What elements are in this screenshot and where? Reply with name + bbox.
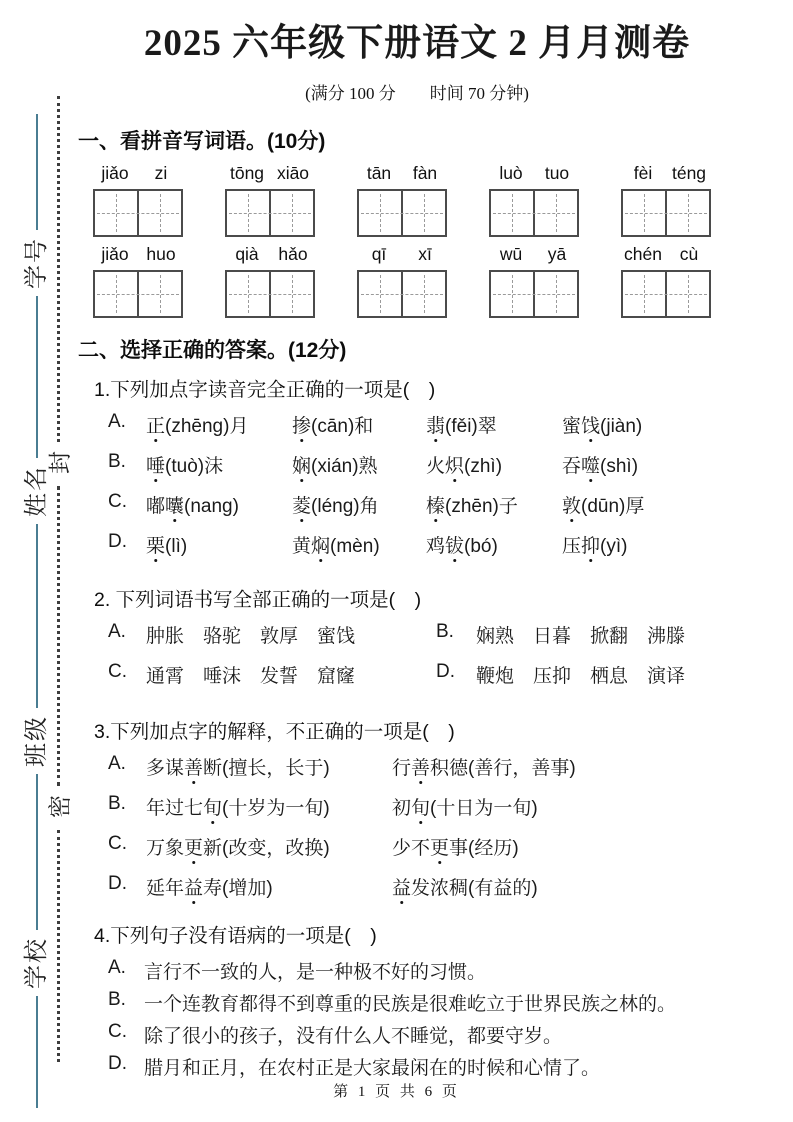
paper-content	[78, 0, 756, 1085]
plain-text: 吞	[562, 456, 582, 478]
writing-grid	[621, 270, 711, 318]
fill-in-line	[36, 524, 38, 708]
pinyin-syllable: luò	[499, 163, 523, 184]
pinyin-label	[224, 163, 316, 189]
grid-cell	[491, 272, 533, 316]
vocab-item	[562, 531, 756, 558]
seal-char-mi: 密	[47, 795, 73, 818]
option-row	[108, 989, 756, 1021]
plain-text: (dūn)厚	[581, 496, 645, 518]
grid-cell	[359, 191, 401, 235]
vocab-item	[292, 411, 426, 438]
idiom-gloss	[146, 873, 392, 913]
idiom-gloss	[392, 833, 756, 873]
plain-text: 行	[392, 758, 412, 780]
pinyin-word-group	[224, 163, 316, 237]
emphasized-char: 钹	[445, 531, 464, 558]
grid-cell	[95, 272, 137, 316]
plain-text: (十岁为一旬)	[222, 798, 330, 820]
writing-grid	[225, 189, 315, 237]
vocab-item	[426, 491, 562, 518]
vocab-item	[562, 491, 756, 518]
emphasized-char: 掺	[292, 411, 311, 438]
pinyin-label	[224, 244, 316, 270]
word-list: 肿胀 骆驼 敦厚 蜜饯	[146, 626, 356, 648]
question2-stem: 2. 下列词语书写全部正确的一项是( )	[94, 589, 422, 612]
grid-cell	[137, 272, 181, 316]
vocab-item	[426, 411, 562, 438]
option-label: C.	[108, 661, 127, 683]
option-label: C.	[108, 833, 127, 855]
plain-text: (lì)	[165, 536, 188, 558]
pinyin-word-group	[620, 163, 712, 237]
emphasized-char: 益	[184, 873, 203, 900]
name-label: 姓名	[24, 465, 50, 517]
vocab-item	[146, 491, 292, 518]
pinyin-syllable: fàn	[412, 163, 438, 184]
pinyin-word-group	[356, 244, 448, 318]
option-row	[108, 753, 756, 793]
plain-text: (zhēn)子	[445, 496, 518, 518]
plain-text: 多谋	[146, 758, 185, 780]
option-row	[108, 1021, 756, 1053]
seal-char-feng: 封	[47, 451, 73, 474]
idiom-gloss	[392, 753, 756, 793]
plain-text: 蜜	[562, 416, 582, 438]
plain-text: 万象	[146, 838, 185, 860]
emphasized-char: 更	[184, 833, 203, 860]
seal-dotted-line	[57, 96, 60, 442]
option-label: B.	[108, 793, 126, 815]
option-label: B.	[436, 621, 454, 643]
class-label: 班级	[24, 715, 50, 767]
emphasized-char: 益	[392, 873, 411, 900]
pinyin-syllable: tōng	[229, 163, 265, 184]
plain-text: 积德(善行，善事)	[430, 758, 576, 780]
sentence-option: 一个连教育都得不到尊重的民族是很难屹立于世界民族之林的。	[144, 994, 677, 1016]
option-row	[108, 793, 756, 833]
pinyin-grid-row-1	[92, 163, 756, 237]
option-row	[108, 833, 756, 873]
vocab-item	[292, 531, 426, 558]
question3-options	[78, 753, 756, 913]
plain-text: (zhēng)月	[165, 416, 249, 438]
pinyin-syllable: tuo	[544, 163, 570, 184]
plain-text: 新(改变，改换)	[203, 838, 330, 860]
plain-text: (mèn)	[330, 536, 380, 558]
emphasized-char: 炽	[445, 451, 464, 478]
plain-text: (nang)	[184, 496, 239, 518]
option-label: B.	[108, 451, 126, 473]
vocab-item	[292, 451, 426, 478]
question1-stem: 1.下列加点字读音完全正确的一项是( )	[94, 379, 436, 402]
seal-dotted-line	[57, 830, 60, 1062]
plain-text: (cān)和	[311, 416, 374, 438]
emphasized-char: 旬	[411, 793, 430, 820]
emphasized-char: 抑	[581, 531, 600, 558]
plain-text: 寿(增加)	[203, 878, 273, 900]
emphasized-char: 正	[146, 411, 165, 438]
grid-cell	[665, 191, 709, 235]
emphasized-char: 榛	[426, 491, 445, 518]
question4-options	[78, 957, 756, 1085]
fill-in-line	[36, 114, 38, 230]
option-label: A.	[108, 957, 126, 979]
writing-grid	[93, 270, 183, 318]
plain-text: (xián)熟	[311, 456, 378, 478]
pinyin-label	[488, 244, 580, 270]
writing-grid	[357, 189, 447, 237]
vocab-item	[562, 451, 756, 478]
pinyin-syllable: zi	[154, 163, 168, 184]
vocab-item	[146, 451, 292, 478]
grid-cell	[623, 272, 665, 316]
emphasized-char: 善	[184, 753, 203, 780]
grid-cell	[533, 191, 577, 235]
plain-text: 断(擅长，长于)	[203, 758, 330, 780]
grid-cell	[401, 191, 445, 235]
option-label: A.	[108, 753, 126, 775]
sentence-option: 腊月和正月，在农村正是大家最闲在的时候和心情了。	[144, 1058, 601, 1080]
pinyin-syllable: tān	[366, 163, 392, 184]
writing-grid	[357, 270, 447, 318]
plain-text: 黄	[292, 536, 312, 558]
idiom-gloss	[146, 753, 392, 793]
idiom-gloss	[392, 873, 756, 913]
pinyin-syllable: wū	[499, 244, 523, 265]
pinyin-word-group	[92, 163, 184, 237]
pinyin-label	[92, 163, 184, 189]
question4-stem: 4.下列句子没有语病的一项是( )	[94, 925, 377, 948]
writing-grid	[489, 270, 579, 318]
emphasized-char: 旬	[203, 793, 222, 820]
page-number: 第 1 页 共 6 页	[333, 1084, 460, 1100]
grid-cell	[533, 272, 577, 316]
pinyin-label	[620, 163, 712, 189]
option-label: D.	[108, 1053, 127, 1075]
plain-text: (shì)	[600, 456, 639, 478]
school-label: 学校	[24, 937, 50, 989]
pinyin-syllable: jiǎo	[101, 244, 129, 265]
option-label: D.	[108, 873, 127, 895]
vocab-item	[146, 411, 292, 438]
option-label: B.	[108, 989, 126, 1011]
plain-text: (zhì)	[464, 456, 503, 478]
plain-text: 年过七	[146, 798, 204, 820]
emphasized-char: 娴	[292, 451, 311, 478]
emphasized-char: 菱	[292, 491, 311, 518]
emphasized-char: 唾	[146, 451, 165, 478]
pinyin-syllable: qià	[235, 244, 259, 265]
idiom-gloss	[392, 793, 756, 833]
option-label: D.	[436, 661, 455, 683]
emphasized-char: 翡	[426, 411, 445, 438]
grid-cell	[137, 191, 181, 235]
question3-stem: 3.下列加点字的解释，不正确的一项是( )	[94, 721, 455, 744]
pinyin-syllable: xī	[418, 244, 432, 265]
emphasized-char: 敦	[562, 491, 581, 518]
pinyin-word-group	[488, 244, 580, 318]
grid-cell	[95, 191, 137, 235]
grid-cell	[359, 272, 401, 316]
vocab-item	[562, 411, 756, 438]
emphasized-char: 饯	[581, 411, 600, 438]
question2-options	[78, 621, 756, 701]
vocab-item	[426, 451, 562, 478]
word-list: 通霄 唾沫 发誓 窟窿	[146, 666, 356, 688]
option-row	[108, 661, 756, 701]
writing-grid	[225, 270, 315, 318]
emphasized-char: 善	[411, 753, 430, 780]
emphasized-char: 栗	[146, 531, 165, 558]
pinyin-syllable: hǎo	[278, 244, 308, 265]
vocab-item	[292, 491, 426, 518]
plain-text: 初	[392, 798, 412, 820]
grid-cell	[665, 272, 709, 316]
pinyin-label	[356, 163, 448, 189]
pinyin-word-group	[356, 163, 448, 237]
plain-text: (十日为一旬)	[430, 798, 538, 820]
idiom-gloss	[146, 833, 392, 873]
plain-text: (tuò)沫	[165, 456, 224, 478]
vocab-item	[426, 531, 562, 558]
option-row	[108, 621, 756, 661]
fill-in-line	[36, 774, 38, 930]
grid-cell	[401, 272, 445, 316]
pinyin-word-group	[92, 244, 184, 318]
plain-text: (yì)	[600, 536, 628, 558]
word-list: 鞭炮 压抑 栖息 演译	[476, 666, 686, 688]
emphasized-char: 囔	[165, 491, 184, 518]
emphasized-char: 噬	[581, 451, 600, 478]
grid-cell	[269, 272, 313, 316]
option-label: C.	[108, 1021, 127, 1043]
student-number-label: 学号	[24, 237, 50, 289]
option-row	[108, 491, 756, 531]
vocab-item	[146, 531, 292, 558]
option-label: D.	[108, 531, 127, 553]
pinyin-syllable: yā	[547, 244, 567, 265]
fill-in-line	[36, 296, 38, 458]
plain-text: (bó)	[464, 536, 498, 558]
plain-text: 事(经历)	[449, 838, 519, 860]
score-time-note: (满分 100 分 时间 70 分钟)	[305, 84, 529, 104]
pinyin-syllable: fèi	[633, 163, 653, 184]
pinyin-word-group	[224, 244, 316, 318]
idiom-gloss	[146, 793, 392, 833]
pinyin-grid-row-2	[92, 244, 756, 318]
pinyin-label	[620, 244, 712, 270]
writing-grid	[621, 189, 711, 237]
emphasized-char: 焖	[311, 531, 330, 558]
grid-cell	[491, 191, 533, 235]
plain-text: (fěi)翠	[445, 416, 497, 438]
option-row	[108, 531, 756, 571]
sentence-option: 言行不一致的人，是一种极不好的习惯。	[144, 962, 487, 984]
pinyin-label	[356, 244, 448, 270]
writing-grid	[489, 189, 579, 237]
option-row	[108, 873, 756, 913]
plain-text: (léng)角	[311, 496, 379, 518]
grid-cell	[227, 272, 269, 316]
option-label: A.	[108, 621, 126, 643]
plain-text: 压	[562, 536, 582, 558]
pinyin-syllable: chén	[624, 244, 662, 265]
pinyin-syllable: huo	[146, 244, 176, 265]
emphasized-char: 更	[430, 833, 449, 860]
word-list: 娴熟 日暮 掀翻 沸滕	[476, 626, 686, 648]
pinyin-syllable: jiǎo	[101, 163, 129, 184]
option-label: C.	[108, 491, 127, 513]
pinyin-word-group	[620, 244, 712, 318]
plain-text: 火	[426, 456, 446, 478]
pinyin-label	[92, 244, 184, 270]
pinyin-syllable: qī	[371, 244, 387, 265]
section1-heading: 一、看拼音写词语。(10分)	[78, 130, 326, 154]
section2-heading: 二、选择正确的答案。(12分)	[78, 339, 347, 363]
pinyin-label	[488, 163, 580, 189]
plain-text: 延年	[146, 878, 185, 900]
option-row	[108, 451, 756, 491]
question1-options	[78, 411, 756, 571]
option-label: A.	[108, 411, 126, 433]
seal-dotted-line	[57, 486, 60, 786]
grid-cell	[269, 191, 313, 235]
pinyin-syllable: xiāo	[276, 163, 310, 184]
option-row	[108, 957, 756, 989]
sentence-option: 除了很小的孩子，没有什么人不睡觉，都要守岁。	[144, 1026, 563, 1048]
plain-text: 少不	[392, 838, 431, 860]
grid-cell	[227, 191, 269, 235]
plain-text: (jiàn)	[600, 416, 643, 438]
pinyin-word-group	[488, 163, 580, 237]
option-row	[108, 411, 756, 451]
writing-grid	[93, 189, 183, 237]
plain-text: 嘟	[146, 496, 166, 518]
plain-text: 发浓稠(有益的)	[411, 878, 538, 900]
page-title: 2025 六年级下册语文 2 月月测卷	[143, 23, 691, 64]
student-info-strip	[14, 123, 60, 1108]
pinyin-syllable: téng	[671, 163, 707, 184]
grid-cell	[623, 191, 665, 235]
plain-text: 鸡	[426, 536, 446, 558]
pinyin-syllable: cù	[679, 244, 699, 265]
